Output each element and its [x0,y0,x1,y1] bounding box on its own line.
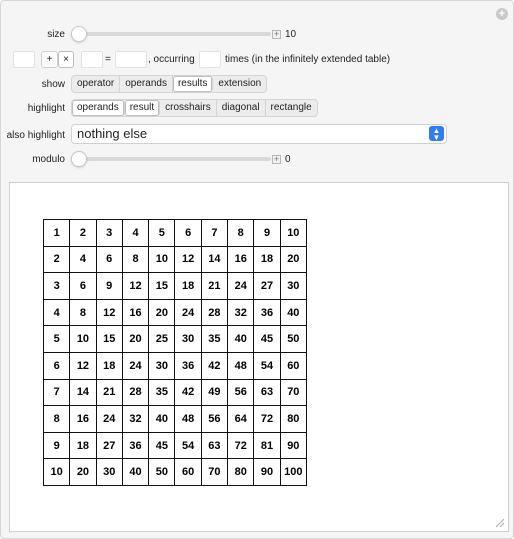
table-cell: 80 [228,459,254,486]
highlight-option-crosshairs[interactable]: crosshairs [160,100,217,116]
table-cell: 1 [44,220,70,247]
table-cell: 4 [122,220,148,247]
table-cell: 9 [44,432,70,459]
table-cell: 24 [96,406,122,433]
show-option-results[interactable]: results [173,76,213,92]
table-row [44,220,307,247]
table-cell: 36 [175,352,201,379]
table-row [44,459,307,486]
table-cell: 49 [201,379,227,406]
table-cell: 60 [280,352,306,379]
table-cell: 28 [201,299,227,326]
table-cell: 10 [149,246,175,273]
table-cell: 36 [122,432,148,459]
highlight-label: highlight [27,103,65,114]
table-cell: 24 [175,299,201,326]
show-option-operator[interactable]: operator [72,76,120,92]
show-selector [71,75,267,93]
table-cell: 18 [70,432,96,459]
occurring-label: , occurring [148,54,195,65]
table-cell: 81 [254,432,280,459]
table-cell: 12 [175,246,201,273]
table-cell: 15 [149,273,175,300]
table-cell: 20 [70,459,96,486]
table-cell: 50 [149,459,175,486]
table-cell: 10 [70,326,96,353]
table-cell: 6 [175,220,201,247]
table-cell: 16 [122,299,148,326]
table-cell: 100 [280,459,306,486]
table-row [44,432,307,459]
table-cell: 54 [254,352,280,379]
table-cell: 18 [254,246,280,273]
table-cell: 14 [201,246,227,273]
table-cell: 8 [44,406,70,433]
table-cell: 25 [149,326,175,353]
table-cell: 72 [254,406,280,433]
highlight-option-result[interactable]: result [125,100,160,116]
table-cell: 2 [44,246,70,273]
table-cell: 50 [280,326,306,353]
table-cell: 32 [228,299,254,326]
size-slider-track[interactable] [73,32,271,36]
size-value: 10 [285,29,297,40]
table-cell: 27 [254,273,280,300]
table-cell: 10 [44,459,70,486]
table-cell: 40 [228,326,254,353]
table-cell: 45 [254,326,280,353]
times-button[interactable]: × [58,51,74,68]
table-cell: 80 [280,406,306,433]
table-cell: 40 [122,459,148,486]
table-cell: 40 [280,299,306,326]
table-cell: 3 [44,273,70,300]
table-cell: 54 [175,432,201,459]
table-cell: 18 [96,352,122,379]
table-cell: 35 [201,326,227,353]
size-expand-icon[interactable]: + [273,29,280,39]
table-cell: 21 [201,273,227,300]
table-cell: 5 [149,220,175,247]
table-cell: 18 [175,273,201,300]
updown-chevron-icon[interactable]: ▲ ▼ [429,126,444,141]
table-cell: 24 [122,352,148,379]
table-cell: 30 [96,459,122,486]
table-cell: 56 [201,406,227,433]
table-cell: 70 [280,379,306,406]
table-cell: 16 [228,246,254,273]
show-option-operands[interactable]: operands [120,76,173,92]
table-cell: 12 [70,352,96,379]
table-cell: 14 [70,379,96,406]
table-cell: 9 [96,273,122,300]
highlight-selector [71,99,318,117]
table-row [44,273,307,300]
table-cell: 28 [122,379,148,406]
table-row [44,326,307,353]
multiplication-table [43,219,307,486]
also-highlight-label: also highlight [6,130,65,141]
also-highlight-select[interactable] [71,124,447,144]
table-cell: 8 [70,299,96,326]
table-row [44,352,307,379]
table-cell: 48 [228,352,254,379]
modulo-slider-thumb[interactable] [71,151,87,167]
table-cell: 5 [44,326,70,353]
table-cell: 7 [44,379,70,406]
table-cell: 4 [70,246,96,273]
table-cell: 36 [254,299,280,326]
table-cell: 60 [175,459,201,486]
table-cell: 4 [44,299,70,326]
table-cell: 6 [44,352,70,379]
times-description: times (in the infinitely extended table) [225,54,391,65]
highlight-option-operands[interactable]: operands [72,100,125,116]
size-slider-thumb[interactable] [71,26,87,42]
table-cell: 45 [149,432,175,459]
table-cell: 72 [228,432,254,459]
operand-a-field[interactable] [13,51,35,68]
table-row [44,379,307,406]
table-cell: 6 [70,273,96,300]
equals-sign: = [105,54,111,65]
table-cell: 42 [175,379,201,406]
modulo-label: modulo [32,154,65,165]
table-cell: 8 [122,246,148,273]
modulo-value: 0 [285,154,291,165]
table-cell: 90 [254,459,280,486]
plus-button[interactable]: + [41,51,58,68]
table-cell: 63 [254,379,280,406]
size-label: size [47,29,65,40]
resize-grip-icon[interactable] [493,516,505,528]
table-cell: 42 [201,352,227,379]
table-cell: 70 [201,459,227,486]
table-cell: 6 [96,246,122,273]
modulo-slider-track[interactable] [73,157,271,161]
table-cell: 35 [149,379,175,406]
table-cell: 40 [149,406,175,433]
table-row [44,246,307,273]
table-cell: 30 [175,326,201,353]
table-cell: 2 [70,220,96,247]
table-cell: 24 [228,273,254,300]
table-cell: 20 [149,299,175,326]
table-cell: 12 [122,273,148,300]
show-option-extension[interactable]: extension [218,78,262,89]
operand-b-field[interactable] [81,51,103,68]
show-label: show [41,79,65,90]
modulo-expand-icon[interactable]: + [273,154,280,164]
plus-circle-icon[interactable]: + [496,8,508,20]
table-cell: 8 [228,220,254,247]
table-cell: 21 [96,379,122,406]
table-cell: 12 [96,299,122,326]
output-area [9,182,509,532]
table-cell: 64 [228,406,254,433]
table-row [44,406,307,433]
table-cell: 30 [280,273,306,300]
table-cell: 20 [280,246,306,273]
table-cell: 16 [70,406,96,433]
table-cell: 15 [96,326,122,353]
occurrence-count-field[interactable] [199,51,221,68]
table-row [44,299,307,326]
also-highlight-value: nothing else [77,126,148,141]
table-cell: 32 [122,406,148,433]
table-cell: 30 [149,352,175,379]
highlight-option-rectangle[interactable]: rectangle [270,102,312,113]
table-cell: 27 [96,432,122,459]
table-cell: 20 [122,326,148,353]
result-field[interactable] [115,51,147,68]
table-cell: 63 [201,432,227,459]
table-cell: 7 [201,220,227,247]
table-cell: 3 [96,220,122,247]
table-cell: 56 [228,379,254,406]
table-cell: 9 [254,220,280,247]
table-cell: 90 [280,432,306,459]
table-cell: 10 [280,220,306,247]
highlight-option-diagonal[interactable]: diagonal [217,100,266,116]
table-cell: 48 [175,406,201,433]
